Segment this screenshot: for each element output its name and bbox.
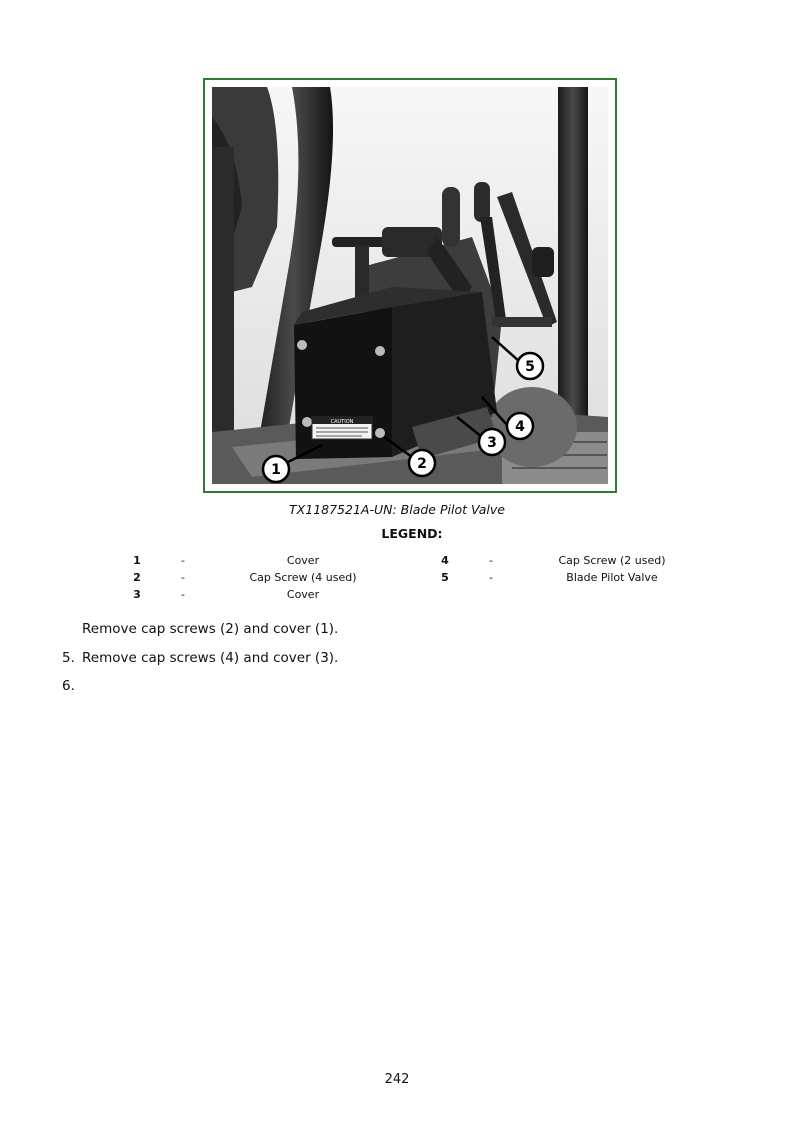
legend-dash: - <box>181 571 185 584</box>
step-text: Remove cap screws (4) and cover (3). <box>82 650 339 666</box>
photo-illustration <box>212 87 608 484</box>
legend-row-3 <box>0 587 794 603</box>
callout-2: 2 <box>417 456 427 472</box>
callout-5: 5 <box>525 359 535 375</box>
legend-dash: - <box>181 554 185 567</box>
legend-dash: - <box>181 588 185 601</box>
legend-number: 3 <box>133 588 141 601</box>
legend-row-1 <box>0 553 794 569</box>
legend-number: 2 <box>133 571 141 584</box>
legend-description: Blade Pilot Valve <box>566 571 658 584</box>
legend-number: 4 <box>441 554 449 567</box>
step-number: 6. <box>62 678 75 694</box>
legend-number: 5 <box>441 571 449 584</box>
legend-description: Cap Screw (4 used) <box>249 571 357 584</box>
page-number: 242 <box>384 1072 410 1087</box>
figure-frame <box>203 78 617 493</box>
legend-description: Cover <box>286 554 320 567</box>
blade-pilot-valve-photo <box>212 87 608 484</box>
step-text: Remove cap screws (2) and cover (1). <box>82 621 339 637</box>
caution-label: CAUTION <box>330 419 354 425</box>
figure-caption: TX1187521A-UN: Blade Pilot Valve <box>289 502 505 517</box>
legend-description: Cover <box>286 588 320 601</box>
step-number: 5. <box>62 650 75 666</box>
legend-number: 1 <box>133 554 141 567</box>
callout-1: 1 <box>271 462 281 478</box>
legend-dash: - <box>489 554 493 567</box>
callout-4: 4 <box>515 419 525 435</box>
legend-title: LEGEND: <box>381 526 443 541</box>
callout-3: 3 <box>487 435 497 451</box>
legend-dash: - <box>489 571 493 584</box>
legend-row-2 <box>0 570 794 586</box>
step-item <box>62 620 338 638</box>
step-item <box>62 649 338 667</box>
step-item <box>62 677 82 695</box>
legend-description: Cap Screw (2 used) <box>558 554 666 567</box>
